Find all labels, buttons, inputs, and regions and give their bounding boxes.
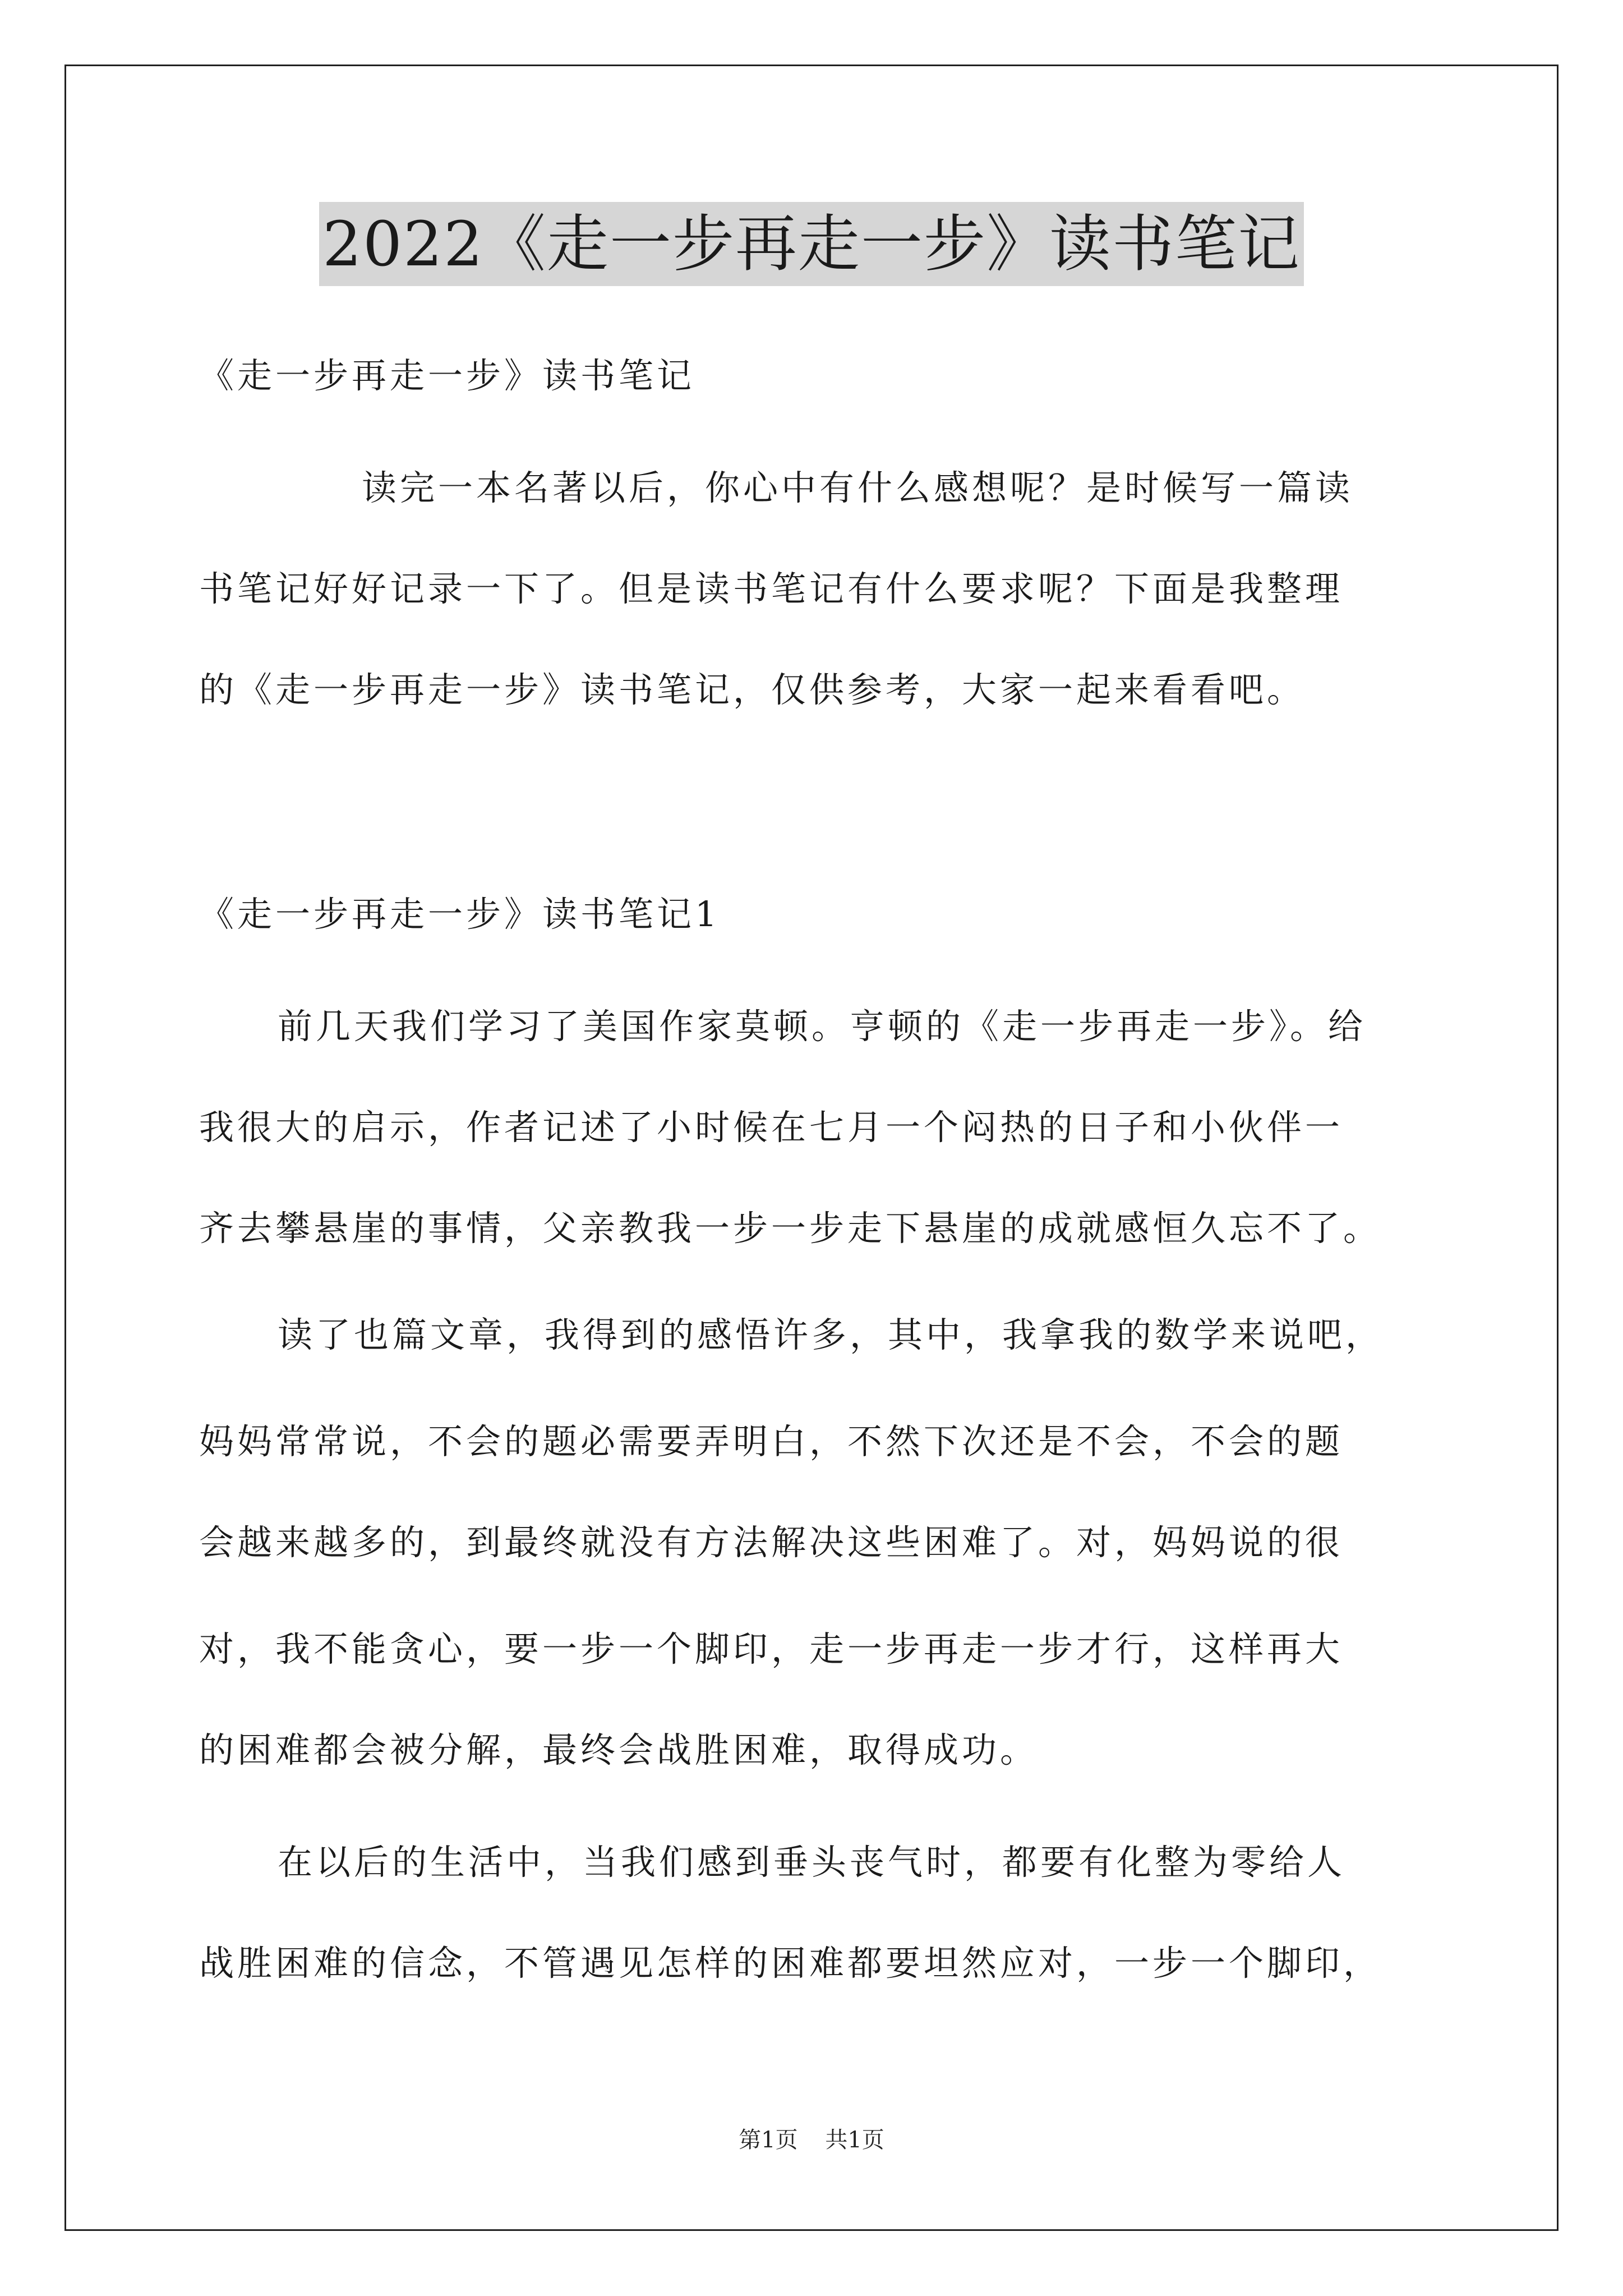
paragraph-line: 我很大的启示，作者记述了小时候在七月一个闷热的日子和小伙伴一 bbox=[199, 1107, 1344, 1148]
paragraph-line: 的困难都会被分解，最终会战胜困难，取得成功。 bbox=[199, 1729, 1039, 1770]
paragraph-line: 会越来越多的，到最终就没有方法解决这些困难了。对，妈妈说的很 bbox=[199, 1522, 1344, 1563]
page-number-current: 第1页 bbox=[739, 2127, 798, 2153]
section-heading-intro: 《走一步再走一步》读书笔记 bbox=[199, 355, 695, 396]
paragraph-line: 对，我不能贪心，要一步一个脚印，走一步再走一步才行，这样再大 bbox=[199, 1628, 1344, 1669]
page-number-total: 共1页 bbox=[825, 2127, 884, 2153]
section-heading-1: 《走一步再走一步》读书笔记1 bbox=[199, 894, 721, 935]
paragraph-line: 在以后的生活中，当我们感到垂头丧气时，都要有化整为零给人 bbox=[278, 1842, 1346, 1883]
paragraph-line: 齐去攀悬崖的事情，父亲教我一步一步走下悬崖的成就感恒久忘不了。 bbox=[199, 1208, 1382, 1249]
paragraph-line: 战胜困难的信念，不管遇见怎样的困难都要坦然应对，一步一个脚印， bbox=[199, 1943, 1382, 1984]
paragraph-line: 前几天我们学习了美国作家莫顿。亨顿的《走一步再走一步》。给 bbox=[278, 1006, 1367, 1047]
paragraph-line: 的《走一步再走一步》读书笔记，仅供参考，大家一起来看看吧。 bbox=[199, 669, 1306, 710]
document-title-block bbox=[0, 202, 1623, 286]
paragraph-line: 读完一本名著以后，你心中有什么感想呢？是时候写一篇读 bbox=[362, 467, 1354, 508]
page-footer bbox=[0, 2123, 1623, 2157]
paragraph-line: 书笔记好好记录一下了。但是读书笔记有什么要求呢？下面是我整理 bbox=[199, 568, 1344, 609]
paragraph-line: 读了也篇文章，我得到的感悟许多，其中，我拿我的数学来说吧， bbox=[278, 1314, 1384, 1355]
document-title: 2022《走一步再走一步》读书笔记 bbox=[319, 202, 1304, 286]
paragraph-line: 妈妈常常说，不会的题必需要弄明白，不然下次还是不会，不会的题 bbox=[199, 1421, 1344, 1462]
